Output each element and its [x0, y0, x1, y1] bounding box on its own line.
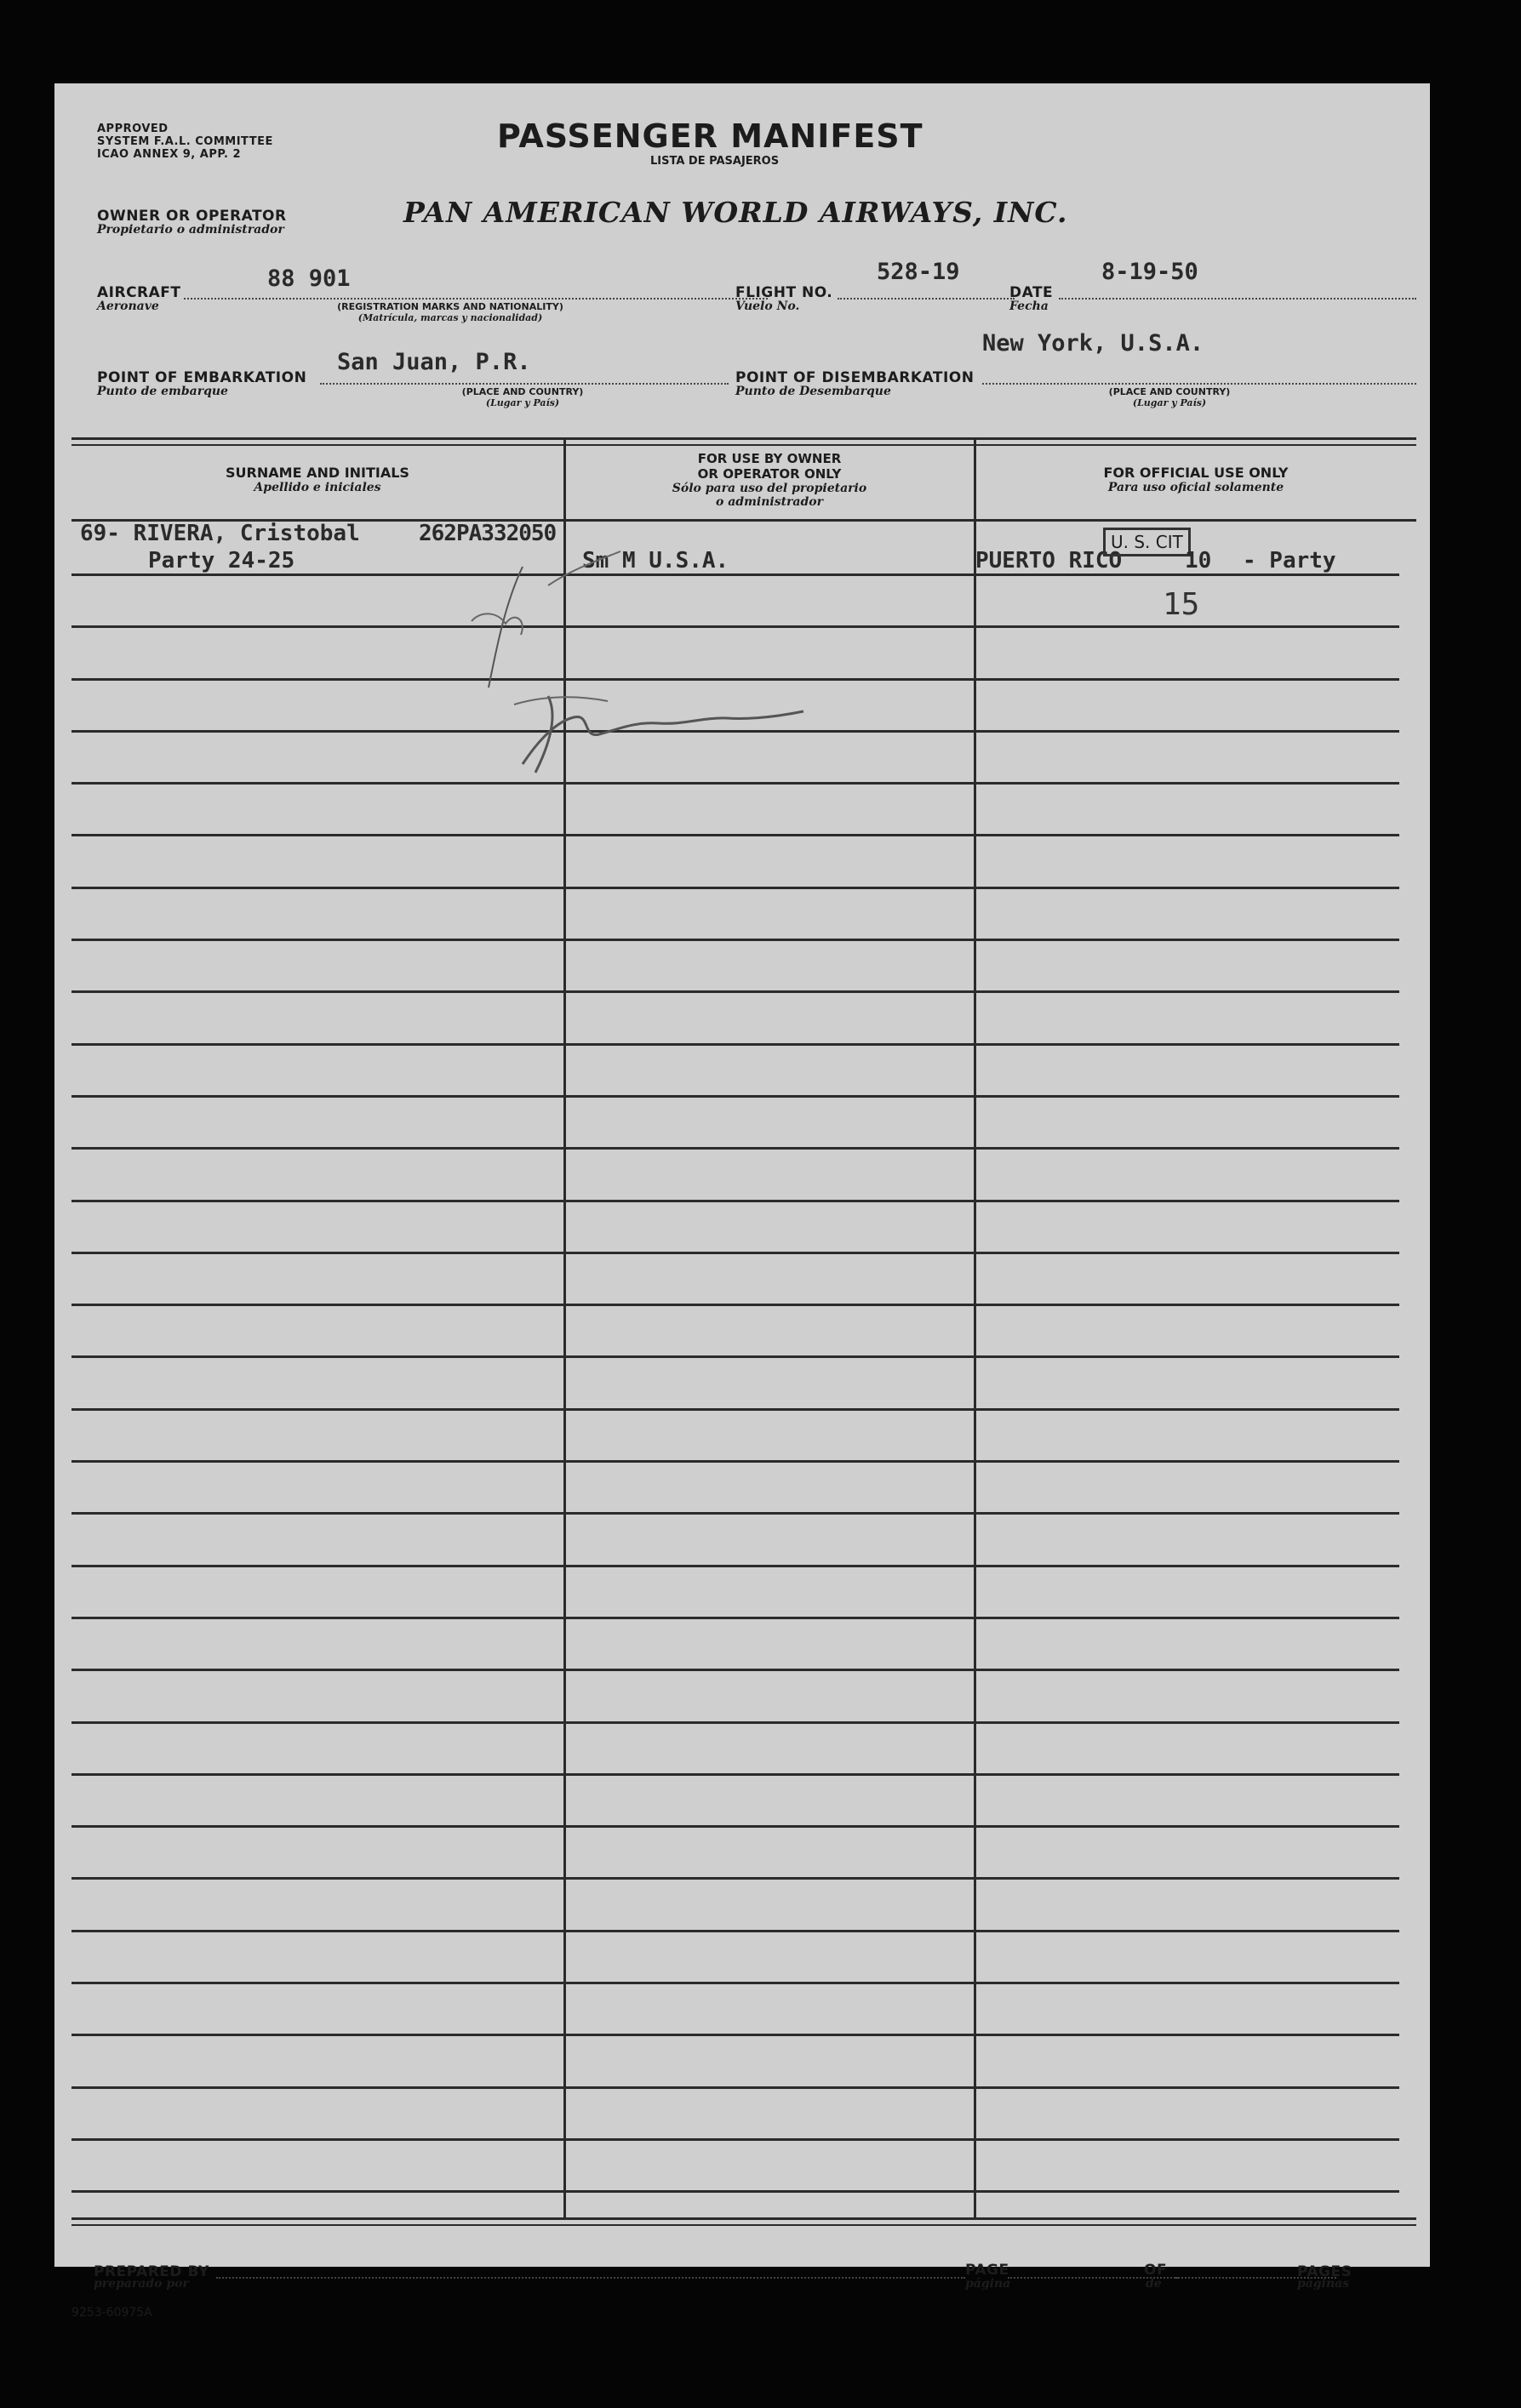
footer-top-rule-2: [71, 2224, 1416, 2226]
entry-party-note: - Party: [1243, 548, 1336, 573]
ruled-line: [71, 1095, 1399, 1098]
approval-line-1: APPROVED: [97, 123, 169, 135]
ruled-line: [71, 834, 1399, 836]
embarkation-caption-es: (Lugar y País): [485, 397, 560, 408]
footer-top-rule: [71, 2217, 1416, 2220]
entry-count: 10: [1185, 548, 1212, 573]
date-value: 8-19-50: [1101, 259, 1198, 285]
column-title-surname: SURNAME AND INITIALS: [226, 465, 409, 481]
page-subtitle: LISTA DE PASAJEROS: [650, 155, 780, 168]
page-title: PASSENGER MANIFEST: [497, 117, 923, 155]
column-title-operator-es-2: o administrador: [716, 495, 823, 509]
manifest-sheet: [54, 83, 1430, 2320]
flight-label-es: Vuelo No.: [735, 300, 800, 313]
column-title-operator-2: OR OPERATOR ONLY: [697, 466, 842, 482]
flight-label: FLIGHT NO.: [735, 284, 833, 301]
column-title-operator-es-1: Sólo para uso del propietario: [672, 482, 867, 495]
entry-code: 262PA332050: [419, 521, 557, 546]
ruled-line: [71, 1773, 1399, 1776]
embarkation-line: [320, 383, 729, 385]
date-label-es: Fecha: [1009, 300, 1049, 313]
ruled-line: [71, 1721, 1399, 1724]
disembarkation-caption-en: (PLACE AND COUNTRY): [1108, 386, 1231, 397]
ruled-line: [71, 1877, 1399, 1880]
owner-value: PAN AMERICAN WORLD AIRWAYS, INC.: [403, 196, 1068, 229]
approval-line-2: SYSTEM F.A.L. COMMITTEE: [97, 135, 273, 148]
embarkation-caption-en: (PLACE AND COUNTRY): [461, 386, 584, 397]
embarkation-label-es: Punto de embarque: [97, 385, 228, 398]
column-divider-2: [974, 439, 976, 2219]
table-top-rule-2: [71, 444, 1416, 446]
ruled-line: [71, 1147, 1399, 1150]
aircraft-label-es: Aeronave: [97, 300, 159, 313]
aircraft-line: [184, 298, 768, 300]
ruled-line: [71, 1460, 1399, 1463]
ruled-line: [71, 1408, 1399, 1411]
ruled-line: [71, 939, 1399, 941]
of-label: OF: [1144, 2262, 1168, 2279]
owner-label-es: Propietario o administrador: [97, 223, 284, 237]
disembarkation-caption: [1084, 386, 1255, 408]
column-title-operator-1: FOR USE BY OWNER: [697, 451, 842, 466]
handwritten-signature: [378, 483, 855, 807]
form-number: 9253-60975A: [71, 2306, 152, 2320]
ruled-line: [71, 2086, 1399, 2089]
citizenship-stamp: U. S. CIT: [1103, 528, 1191, 556]
ruled-line: [71, 1565, 1399, 1567]
pages-label-es: páginas: [1297, 2277, 1350, 2291]
flight-value: 528-19: [877, 259, 960, 285]
owner-label: OWNER OR OPERATOR: [97, 208, 287, 225]
ruled-line: [71, 1512, 1399, 1515]
page-label-es: página: [965, 2277, 1011, 2291]
flight-line: [838, 298, 1015, 300]
ruled-line: [71, 1669, 1399, 1671]
approval-line-3: ICAO ANNEX 9, APP. 2: [97, 148, 242, 161]
column-title-surname-es: Apellido e iniciales: [254, 481, 381, 494]
ruled-line: [71, 1982, 1399, 1984]
embarkation-caption: [437, 386, 608, 408]
disembarkation-caption-es: (Lugar y País): [1132, 397, 1207, 408]
column-header-official: [975, 465, 1416, 494]
ruled-line: [71, 1617, 1399, 1619]
column-title-official-es: Para uso oficial solamente: [1107, 481, 1284, 494]
table-top-rule: [71, 437, 1416, 440]
ruled-line: [71, 1200, 1399, 1202]
of-label-es: de: [1146, 2277, 1162, 2291]
entry-origin: PUERTO RICO: [975, 548, 1123, 573]
date-line: [1059, 298, 1416, 300]
ruled-line: [71, 1043, 1399, 1046]
embarkation-label: POINT OF EMBARKATION: [97, 369, 307, 386]
column-title-official: FOR OFFICIAL USE ONLY: [1103, 465, 1289, 481]
date-label: DATE: [1009, 284, 1054, 301]
ruled-line: [71, 887, 1399, 889]
ruled-line: [71, 2034, 1399, 2036]
disembarkation-label: POINT OF DISEMBARKATION: [735, 369, 975, 386]
ruled-line: [71, 1930, 1399, 1932]
entry-number: 15: [1163, 587, 1200, 622]
aircraft-caption-es: (Matrícula, marcas y nacionalidad): [357, 312, 543, 323]
pages-label: PAGES: [1297, 2263, 1352, 2280]
disembarkation-label-es: Punto de Desembarque: [735, 385, 891, 398]
ruled-line: [71, 2138, 1399, 2141]
aircraft-label: AIRCRAFT: [97, 284, 181, 301]
aircraft-value: 88 901: [267, 265, 351, 292]
approval-block: [97, 123, 273, 161]
prepared-by-label: PREPARED BY: [94, 2263, 209, 2280]
aircraft-caption-en: (REGISTRATION MARKS AND NATIONALITY): [337, 301, 563, 312]
ruled-line: [71, 990, 1399, 993]
disembarkation-value: New York, U.S.A.: [982, 330, 1204, 357]
ruled-line: [71, 2190, 1399, 2193]
prepared-by-line: [216, 2277, 965, 2279]
embarkation-value: San Juan, P.R.: [337, 349, 531, 375]
ruled-line: [71, 1355, 1399, 1358]
entry-name: 69- RIVERA, Cristobal: [80, 521, 360, 546]
prepared-by-label-es: preparado por: [94, 2277, 189, 2291]
page-label: PAGE: [965, 2262, 1009, 2279]
ruled-line: [71, 1252, 1399, 1254]
entry-party: Party 24-25: [148, 548, 295, 573]
disembarkation-line: [982, 383, 1416, 385]
aircraft-caption: [310, 301, 591, 323]
ruled-line: [71, 1304, 1399, 1306]
ruled-line: [71, 1825, 1399, 1828]
entry-operator: Sm M U.S.A.: [582, 548, 729, 573]
